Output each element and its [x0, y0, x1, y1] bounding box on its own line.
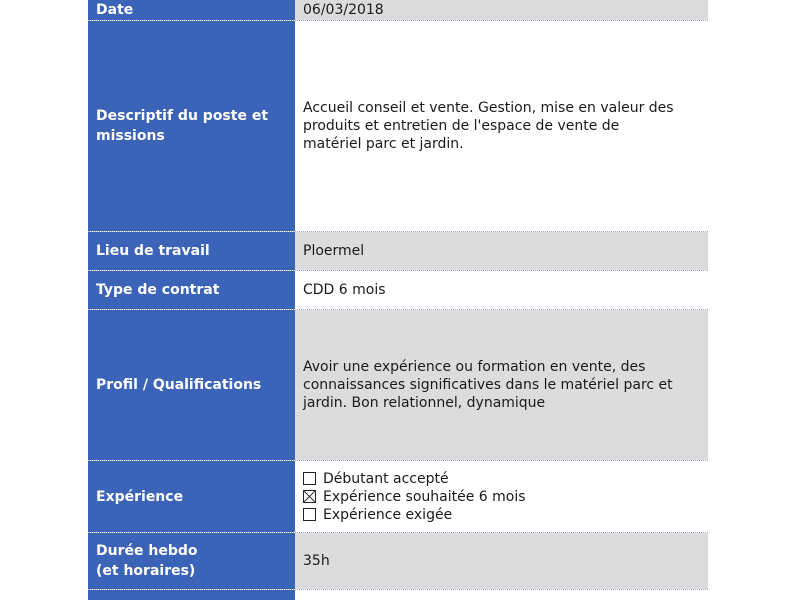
experience-label-text: Expérience [96, 488, 184, 505]
descriptif-value [295, 21, 708, 231]
profil-label-text: Profil / Qualifications [96, 377, 262, 393]
option-debutant[interactable] [303, 470, 526, 488]
lieu-label-text: Lieu de travail [96, 243, 210, 259]
option-exigee[interactable] [303, 506, 526, 524]
lieu-value-text: Ploermel [303, 243, 365, 259]
row-descriptif [88, 21, 708, 232]
next-value [295, 590, 708, 600]
descriptif-label-text: Descriptif du poste et missions [96, 108, 269, 144]
date-label [88, 0, 295, 20]
duree-label [88, 533, 295, 589]
experience-label [88, 461, 295, 532]
contrat-label-text: Type de contrat [96, 282, 220, 298]
descriptif-label [88, 21, 295, 231]
duree-label-text: Durée hebdo (et horaires) [96, 543, 198, 579]
contrat-value [295, 271, 708, 309]
lieu-value [295, 232, 708, 270]
row-date [88, 0, 708, 21]
experience-value [295, 461, 708, 532]
row-duree [88, 533, 708, 590]
option-souhaitee[interactable] [303, 488, 526, 506]
lieu-label [88, 232, 295, 270]
option-exigee-label: Expérience exigée [323, 506, 453, 523]
row-contrat [88, 271, 708, 310]
checkbox-debutant[interactable] [303, 472, 316, 485]
option-debutant-label: Débutant accepté [323, 470, 449, 487]
experience-checklist [303, 470, 526, 524]
row-next [88, 590, 708, 600]
checkbox-exigee[interactable] [303, 508, 316, 521]
duree-value [295, 533, 708, 589]
job-offer-form [88, 0, 708, 600]
row-lieu [88, 232, 708, 271]
date-label-text: Date [96, 2, 134, 18]
duree-value-text: 35h [303, 553, 330, 569]
row-profil [88, 310, 708, 461]
date-value [295, 0, 708, 20]
contrat-label [88, 271, 295, 309]
date-value-text: 06/03/2018 [303, 2, 384, 18]
contrat-value-text: CDD 6 mois [303, 282, 386, 298]
descriptif-value-text: Accueil conseil et vente. Gestion, mise en valeur des produits et entretien de l'espace de vente de matériel parc et jardin. [303, 100, 674, 152]
checkbox-souhaitee[interactable] [303, 490, 316, 503]
next-label [88, 590, 295, 600]
profil-value-text: Avoir une expérience ou formation en vente, des connaissances significatives dans le matériel parc et jardin. Bon relationnel, dynamique [303, 359, 673, 411]
option-souhaitee-label: Expérience souhaitée 6 mois [323, 488, 526, 505]
row-experience [88, 461, 708, 533]
profil-label [88, 310, 295, 460]
profil-value [295, 310, 708, 460]
